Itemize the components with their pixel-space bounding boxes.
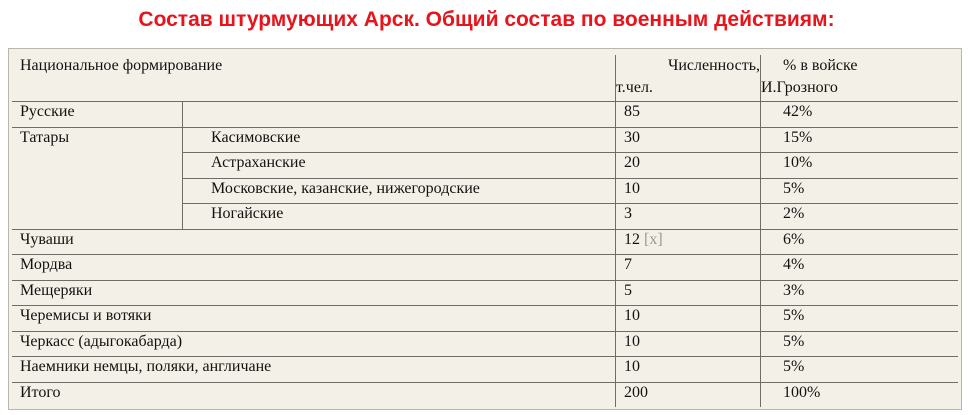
table-row: [12, 229, 958, 255]
row-subgroup: Астраханские: [183, 153, 616, 179]
row-count: [616, 229, 761, 255]
row-name: Чуваши: [12, 229, 616, 255]
row-percent: 5%: [761, 178, 959, 204]
header-count-line2: т.чел.: [616, 79, 653, 96]
header-percent-line1: % в войске: [783, 57, 858, 74]
row-name: Черкасс (адыгокабарда): [12, 331, 616, 357]
row-name: Итого: [12, 382, 616, 407]
composition-table: [12, 55, 958, 407]
table-row: [12, 102, 958, 128]
row-percent: 5%: [761, 357, 959, 383]
row-count: 10: [616, 306, 761, 332]
row-count-value: 12: [624, 230, 640, 248]
table-row: [12, 255, 958, 281]
row-name: Наемники немцы, поляки, англичане: [12, 357, 616, 383]
header-count: [616, 55, 761, 102]
row-count: 20: [616, 153, 761, 179]
row-percent: 10%: [761, 153, 959, 179]
table-row: [12, 331, 958, 357]
table-row-total: [12, 382, 958, 407]
row-name: Черемисы и вотяки: [12, 306, 616, 332]
row-name: Мещеряки: [12, 280, 616, 306]
row-count: 200: [616, 382, 761, 407]
row-count: 10: [616, 331, 761, 357]
row-count: 10: [616, 178, 761, 204]
row-percent: 6%: [761, 229, 959, 255]
row-count: 5: [616, 280, 761, 306]
header-formation: Национальное формирование: [12, 55, 616, 102]
row-subgroup: Ногайские: [183, 204, 616, 230]
table-row: [12, 127, 958, 153]
row-percent: 4%: [761, 255, 959, 281]
row-subgroup: Касимовские: [183, 127, 616, 153]
row-count: 3: [616, 204, 761, 230]
row-count: 85: [616, 102, 761, 128]
row-name: Татары: [12, 127, 183, 229]
row-name: Русские: [12, 102, 183, 128]
row-percent: 3%: [761, 280, 959, 306]
page-title: Состав штурмующих Арск. Общий состав по военным действиям:: [138, 8, 835, 31]
table-row: [12, 357, 958, 383]
row-percent: 15%: [761, 127, 959, 153]
header-count-line1: Численность,: [667, 57, 760, 74]
row-count: 7: [616, 255, 761, 281]
row-subgroup: [183, 102, 616, 128]
header-percent: [761, 55, 959, 102]
row-count: 10: [616, 357, 761, 383]
row-percent: 42%: [761, 102, 959, 128]
row-percent: 5%: [761, 306, 959, 332]
table-header-row: [12, 55, 958, 102]
row-percent: 2%: [761, 204, 959, 230]
reference-link[interactable]: [x]: [644, 230, 663, 248]
row-percent: 100%: [761, 382, 959, 407]
table-row: [12, 306, 958, 332]
row-percent: 5%: [761, 331, 959, 357]
row-subgroup: Московские, казанские, нижегородские: [183, 178, 616, 204]
table-row: [12, 280, 958, 306]
row-count: 30: [616, 127, 761, 153]
header-percent-line2: И.Грозного: [761, 79, 838, 96]
row-name: Мордва: [12, 255, 616, 281]
